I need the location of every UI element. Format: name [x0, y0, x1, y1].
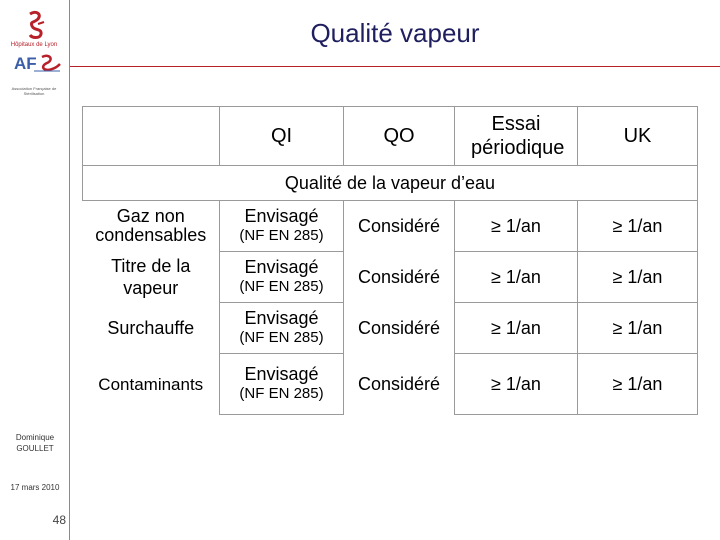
table-band-row [83, 166, 698, 201]
qo-cell: Considéré [357, 215, 441, 236]
qo-cell: Considéré [357, 373, 441, 394]
author-first-name: Dominique [15, 433, 55, 442]
column-header-uk: UK [578, 107, 698, 166]
title-divider [70, 66, 720, 67]
qi-cell [220, 201, 344, 252]
uk-cell: ≥ 1/an [578, 252, 698, 303]
qi-status: Envisagé [244, 308, 319, 328]
qi-cell [220, 354, 344, 415]
table-row [83, 201, 698, 252]
page-number: 48 [52, 513, 66, 527]
svg-text:AF: AF [14, 54, 37, 73]
uk-cell: ≥ 1/an [578, 303, 698, 354]
table-row [83, 252, 698, 303]
qi-standard: (NF EN 285) [239, 329, 324, 346]
qi-standard: (NF EN 285) [239, 278, 324, 295]
essai-cell: ≥ 1/an [455, 201, 578, 252]
essai-cell: ≥ 1/an [455, 354, 578, 415]
row-label: Surchauffe [107, 318, 195, 338]
uk-cell: ≥ 1/an [578, 201, 698, 252]
table-row [83, 354, 698, 415]
table-row [83, 303, 698, 354]
qi-standard: (NF EN 285) [239, 385, 324, 402]
qi-status: Envisagé [244, 206, 319, 226]
author [0, 432, 70, 454]
band-label: Qualité de la vapeur d’eau [83, 166, 698, 201]
column-header-qo: QO [344, 107, 455, 166]
qo-cell: Considéré [357, 317, 441, 338]
table-header-row [83, 107, 698, 166]
qi-cell [220, 252, 344, 303]
afs-logo-icon [12, 52, 62, 74]
qi-status: Envisagé [244, 364, 319, 384]
row-label: Titre de la vapeur [111, 256, 191, 298]
uk-cell: ≥ 1/an [578, 354, 698, 415]
steam-quality-table [82, 106, 698, 415]
essai-cell: ≥ 1/an [455, 303, 578, 354]
author-last-name: GOULLET [16, 444, 54, 453]
column-header-essai-label: Essai périodique [471, 113, 565, 159]
essai-cell: ≥ 1/an [455, 252, 578, 303]
hospital-logo-text: Hôpitaux de Lyon [10, 42, 58, 48]
header-empty-cell [83, 107, 220, 166]
presentation-date: 17 mars 2010 [10, 483, 60, 492]
column-header-qi: QI [220, 107, 344, 166]
qi-status: Envisagé [244, 257, 319, 277]
column-header-essai [455, 107, 578, 166]
row-label: Contaminants [98, 374, 204, 394]
hospital-logo-icon [24, 10, 48, 40]
afs-logo-subtext: Association Française de Stérilisation [11, 86, 57, 96]
qi-cell [220, 303, 344, 354]
page-title: Qualité vapeur [310, 18, 480, 48]
qi-standard: (NF EN 285) [239, 227, 324, 244]
sidebar [0, 0, 70, 540]
qo-cell: Considéré [357, 266, 441, 287]
row-label: Gaz non condensables [95, 206, 207, 246]
